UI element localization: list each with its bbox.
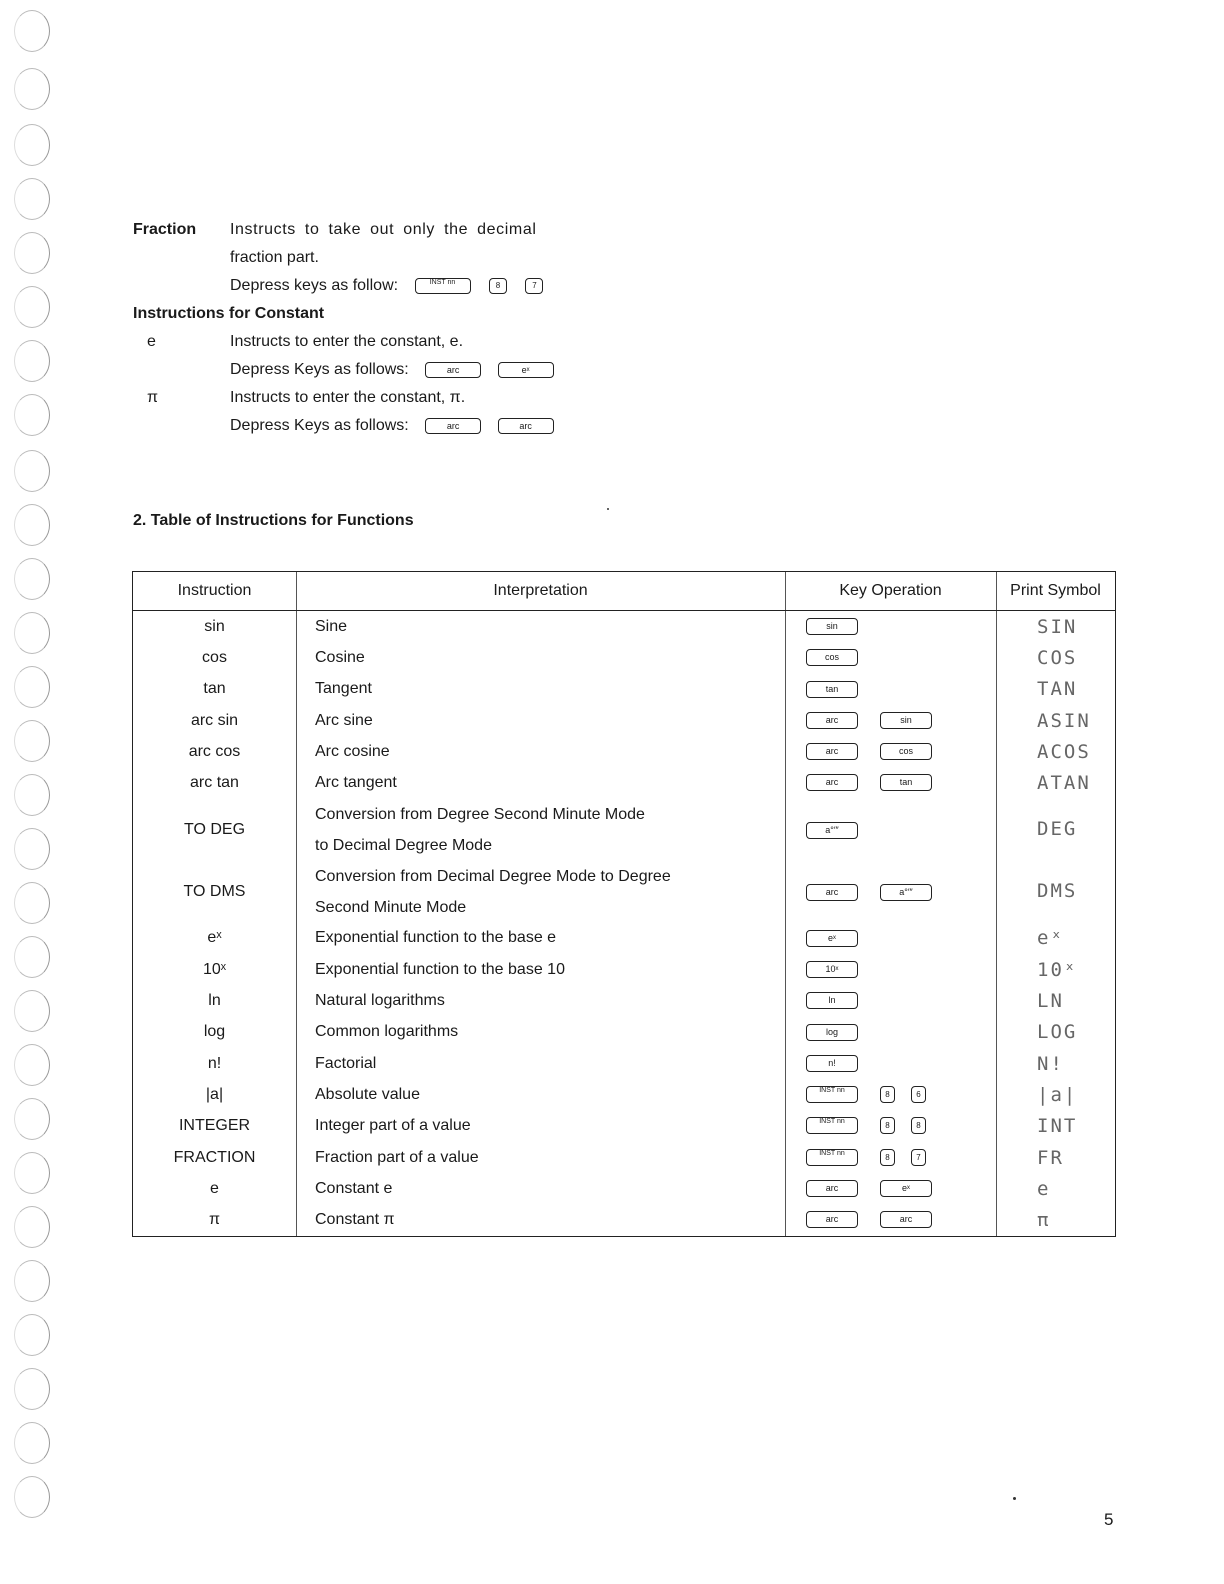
e-symbol: e [147,333,156,350]
definitions-block [133,216,593,440]
instruction-cell: π [133,1204,297,1236]
binder-hole [14,882,50,924]
binder-hole [14,990,50,1032]
table-row [133,767,1116,798]
fraction-text: Instructs to take out only the decimal [230,221,537,238]
section-title: 2. Table of Instructions for Functions [133,512,414,529]
interpretation-cell: Factorial [297,1048,786,1079]
table-row [133,611,1116,643]
print-symbol-cell: π [997,1204,1116,1236]
binder-hole [14,828,50,870]
table-row [133,1111,1116,1142]
interpretation-cell: Cosine [297,642,786,673]
binder-hole [14,1260,50,1302]
instruction-cell: log [133,1017,297,1048]
interpretation-cell: Exponential function to the base 10 [297,954,786,985]
print-symbol-cell: DEG [997,799,1116,861]
key-8: 8 [880,1086,895,1103]
dms-key: a°′″ [880,884,932,901]
instruction-cell: 10ˣ [133,954,297,985]
ex-key: eˣ [806,930,858,947]
print-symbol-cell: DMS [997,861,1116,923]
print-symbol-cell: ASIN [997,705,1116,736]
arc-key: arc [425,362,481,378]
tan-key: tan [806,681,858,698]
fraction-label: Fraction [133,221,197,238]
print-symbol-cell: N! [997,1048,1116,1079]
table-row [133,1142,1116,1173]
instruction-cell: TO DMS [133,861,297,923]
table-header-row [133,572,1116,611]
key-operation-cell [786,1017,997,1048]
ex-key: eˣ [498,362,554,378]
instruction-cell: arc sin [133,705,297,736]
table-row [133,923,1116,954]
speck [607,508,609,510]
interpretation-cell: Arc cosine [297,736,786,767]
key-operation-cell [786,1142,997,1173]
instruction-cell: e [133,1173,297,1204]
e-text: Instructs to enter the constant, e. [230,333,464,350]
key-operation-cell [786,705,997,736]
table-row [133,861,1116,923]
interpretation-cell: Tangent [297,674,786,705]
interpretation-cell: Natural logarithms [297,985,786,1016]
key-operation-cell [786,1079,997,1110]
print-symbol-cell: |a| [997,1079,1116,1110]
key-operation-cell [786,736,997,767]
binder-hole [14,68,50,110]
binder-hole [14,1476,50,1518]
table-row [133,1017,1116,1048]
print-symbol-cell: SIN [997,611,1116,643]
interpretation-line: to Decimal Degree Mode [315,836,492,854]
fraction-text-cont: fraction part. [230,249,319,266]
interpretation-cell: Absolute value [297,1079,786,1110]
interpretation-cell [297,861,786,923]
binder-hole [14,1368,50,1410]
table-row [133,1204,1116,1236]
arc-key: arc [498,418,554,434]
binder-holes [8,0,58,1584]
table-row [133,736,1116,767]
key-7: 7 [525,278,543,294]
key-8: 8 [911,1117,926,1134]
print-symbol-cell: TAN [997,674,1116,705]
interpretation-cell: Exponential function to the base e [297,923,786,954]
print-symbol-cell: FR [997,1142,1116,1173]
e-keys [230,356,554,384]
key-operation-cell [786,611,997,643]
interpretation-cell: Arc sine [297,705,786,736]
print-symbol-cell: INT [997,1111,1116,1142]
binder-hole [14,394,50,436]
print-symbol-cell: eˣ [997,923,1116,954]
pi-keys [230,412,554,440]
cos-key: cos [806,649,858,666]
key-operation-cell [786,923,997,954]
header-instruction: Instruction [133,572,297,611]
sin-key: sin [880,712,932,729]
interpretation-line: Second Minute Mode [315,898,467,916]
arc-key: arc [425,418,481,434]
interpretation-cell: Common logarithms [297,1017,786,1048]
binder-hole [14,504,50,546]
instruction-cell: |a| [133,1079,297,1110]
keys-intro: Depress Keys as follows: [230,417,409,434]
key-operation-cell [786,1173,997,1204]
interpretation-cell: Constant e [297,1173,786,1204]
binder-hole [14,612,50,654]
interpretation-cell: Constant π [297,1204,786,1236]
instruction-cell: ln [133,985,297,1016]
instruction-cell: TO DEG [133,799,297,861]
key-operation-cell [786,985,997,1016]
key-operation-cell [786,1048,997,1079]
key-operation-cell [786,767,997,798]
instruction-cell: arc tan [133,767,297,798]
arc-key: arc [806,774,858,791]
keys-intro: Depress Keys as follows: [230,361,409,378]
speck [1013,1497,1016,1500]
key-operation-cell [786,674,997,705]
arc-key: arc [880,1211,932,1228]
log-key: log [806,1024,858,1041]
arc-key: arc [806,1211,858,1228]
binder-hole [14,1314,50,1356]
print-symbol-cell: COS [997,642,1116,673]
inst-key: INST nn [806,1086,858,1103]
tan-key: tan [880,774,932,791]
print-symbol-cell: LN [997,985,1116,1016]
binder-hole [14,666,50,708]
table-row [133,799,1116,861]
interpretation-cell: Sine [297,611,786,643]
print-symbol-cell: ATAN [997,767,1116,798]
page-number: 5 [1104,1510,1114,1529]
sin-key: sin [806,618,858,635]
binder-hole [14,232,50,274]
key-7: 7 [911,1149,926,1166]
binder-hole [14,936,50,978]
interpretation-line: Conversion from Decimal Degree Mode to Degree [315,867,671,885]
arc-key: arc [806,884,858,901]
key-operation-cell [786,1204,997,1236]
binder-hole [14,340,50,382]
binder-hole [14,558,50,600]
table-row [133,1048,1116,1079]
pi-symbol: π [147,389,159,406]
key-operation-cell [786,861,997,923]
interpretation-cell: Integer part of a value [297,1111,786,1142]
binder-hole [14,286,50,328]
interpretation-cell: Arc tangent [297,767,786,798]
inst-key: INST nn [806,1117,858,1134]
arc-key: arc [806,743,858,760]
arc-key: arc [806,1180,858,1197]
table-row [133,705,1116,736]
dms-key: a°′″ [806,822,858,839]
keys-intro: Depress keys as follow: [230,277,399,294]
interpretation-line: Conversion from Degree Second Minute Mode [315,805,645,823]
binder-hole [14,10,50,52]
binder-hole [14,1044,50,1086]
key-operation-cell [786,799,997,861]
table-row [133,1079,1116,1110]
instruction-cell: INTEGER [133,1111,297,1142]
key-operation-cell [786,954,997,985]
print-symbol-cell: ACOS [997,736,1116,767]
key-operation-cell [786,1111,997,1142]
instruction-cell: arc cos [133,736,297,767]
binder-hole [14,178,50,220]
key-8: 8 [489,278,507,294]
binder-hole [14,774,50,816]
factorial-key: n! [806,1055,858,1072]
key-operation-cell [786,642,997,673]
binder-hole [14,1152,50,1194]
functions-table [132,571,1116,1237]
tenx-key: 10ˣ [806,961,858,978]
table-row [133,674,1116,705]
instruction-cell: sin [133,611,297,643]
header-key-operation: Key Operation [786,572,997,611]
interpretation-cell [297,799,786,861]
instruction-cell: FRACTION [133,1142,297,1173]
binder-hole [14,720,50,762]
binder-hole [14,1206,50,1248]
print-symbol-cell: LOG [997,1017,1116,1048]
binder-hole [14,1098,50,1140]
table-row [133,954,1116,985]
key-8: 8 [880,1117,895,1134]
key-6: 6 [911,1086,926,1103]
instruction-cell: n! [133,1048,297,1079]
instruction-cell: cos [133,642,297,673]
table-row [133,642,1116,673]
table-row [133,985,1116,1016]
ln-key: ln [806,992,858,1009]
print-symbol-cell: e [997,1173,1116,1204]
pi-text: Instructs to enter the constant, π. [230,389,466,406]
instruction-cell: tan [133,674,297,705]
binder-hole [14,450,50,492]
print-symbol-cell: 10ˣ [997,954,1116,985]
inst-key: INST nn [806,1149,858,1166]
ex-key: eˣ [880,1180,932,1197]
interpretation-cell: Fraction part of a value [297,1142,786,1173]
binder-hole [14,124,50,166]
fraction-keys [230,272,543,300]
header-print-symbol: Print Symbol [997,572,1116,611]
instruction-cell: eˣ [133,923,297,954]
binder-hole [14,1422,50,1464]
cos-key: cos [880,743,932,760]
constant-heading: Instructions for Constant [133,305,325,322]
arc-key: arc [806,712,858,729]
table-row [133,1173,1116,1204]
inst-key: INST nn [415,278,471,294]
header-interpretation: Interpretation [297,572,786,611]
key-8: 8 [880,1149,895,1166]
